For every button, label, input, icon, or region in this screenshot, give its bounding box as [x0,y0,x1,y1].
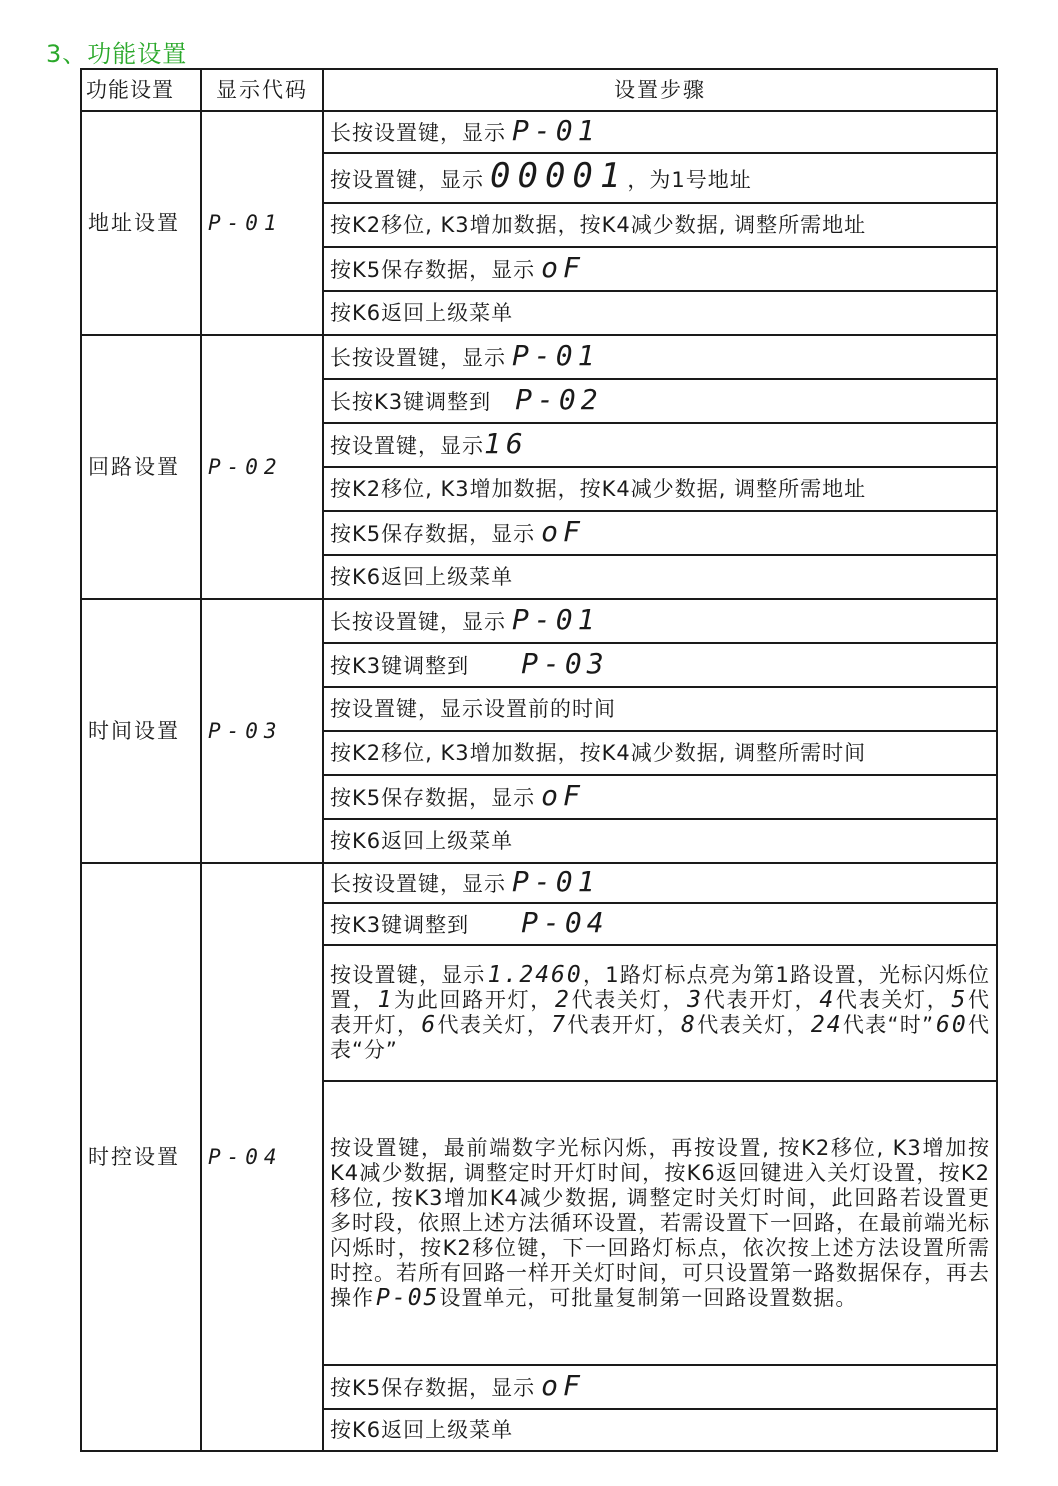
step-text: 按K5保存数据，显示 [330,258,536,282]
step-text: 按设置键，最前端数字光标闪烁，再按设置, 按K2移位, K3增加按K4减少数据, 调整定时开灯时间，按K6返回键进入关灯设置，按K2移位, 按K3增加K4减少数据, 调整定时关灯时间，此回路若设置更多时段，依照上述方法循环设置，若需设置下一回路，在最前端光标闪烁时，按K2移位键，下一回路灯标点，依次按上述方法设置所需时控。若所有回路一样开关灯时间，可只设置第一路数据保存，再去操作 [330,1135,990,1310]
function-name: 回路设置 [81,335,201,599]
step-text: 按设置键，显示 [330,963,486,987]
segment-display: oF [541,515,585,548]
segment-display: 1.2460 [487,962,583,988]
step-text: 长按设置键，显示 [330,610,506,634]
segment-display: 2 [555,987,571,1013]
step-text: 代表开灯， [703,988,818,1012]
step-text: 长按设置键，显示 [330,121,506,145]
step-cell [323,903,997,945]
step-text: 长按设置键，显示 [330,346,506,370]
step-text: 按设置键，显示 [330,434,484,458]
step-text: ，为1号地址 [627,168,752,192]
table-row [81,599,997,643]
step-text: 代表开灯， [330,988,991,1037]
step-text: 代表开灯， [567,1013,680,1037]
segment-display: P-01 [512,865,600,898]
segment-display: 60 [935,1012,968,1038]
step-cell [323,1365,997,1409]
segment-display: 5 [951,987,968,1013]
segment-display: oF [541,779,585,812]
step-cell: 按K2移位, K3增加数据，按K4减少数据, 调整所需时间 [323,731,997,775]
display-code: P-04 [201,863,323,1451]
step-text: 代表关灯， [696,1013,809,1037]
step-cell [323,423,997,467]
step-cell [323,379,997,423]
step-cell: 按K6返回上级菜单 [323,1409,997,1451]
step-cell [323,599,997,643]
step-text: 代表关灯， [570,988,686,1012]
step-text: 长按设置键，显示 [330,872,506,896]
step-text: 按设置键，显示 [330,168,484,192]
header-steps: 设置步骤 [323,69,997,111]
step-text: 按K5保存数据，显示 [330,522,536,546]
step-cell [323,335,997,379]
segment-display: 16 [484,427,528,460]
step-cell [323,153,997,203]
header-code: 显示代码 [201,69,323,111]
header-function: 功能设置 [81,69,201,111]
display-code: P-02 [201,335,323,599]
segment-display: 4 [819,987,836,1013]
segment-display: 6 [421,1012,438,1038]
segment-display: P-01 [512,339,600,372]
step-text: 代表“时” [842,1013,934,1037]
segment-display: 00001 [490,156,628,196]
step-cell: 按K2移位, K3增加数据，按K4减少数据, 调整所需地址 [323,203,997,247]
step-cell [323,775,997,819]
step-text: 按K3键调整到 [330,913,470,937]
table-row [81,863,997,903]
display-code: P-01 [201,111,323,335]
step-text: 设置单元，可批量复制第一回路设置数据。 [439,1285,858,1310]
segment-display: 7 [551,1012,568,1038]
step-cell: 按K6返回上级菜单 [323,819,997,863]
segment-display: oF [541,1369,585,1402]
segment-display: 8 [681,1012,697,1038]
segment-display: P-05 [376,1284,440,1311]
step-text: 为此回路开灯， [393,988,554,1012]
step-cell: 按设置键，显示设置前的时间 [323,687,997,731]
step-text: 代表关灯， [437,1013,550,1037]
segment-display: 1 [377,987,394,1013]
step-cell [323,247,997,291]
function-settings-table [80,68,998,1452]
segment-display: 24 [810,1012,843,1038]
step-cell [323,863,997,903]
function-name: 时控设置 [81,863,201,1451]
table-header-row [81,69,997,111]
segment-display: 3 [687,987,704,1013]
function-name: 地址设置 [81,111,201,335]
section-heading: 3、功能设置 [46,40,188,68]
step-cell: 按K2移位, K3增加数据，按K4减少数据, 调整所需地址 [323,467,997,511]
step-text: 按K5保存数据，显示 [330,1376,536,1400]
step-text: 按K3键调整到 [330,654,470,678]
step-cell [323,511,997,555]
segment-display: P-02 [515,383,603,416]
step-text: 代表关灯， [835,988,950,1012]
function-name: 时间设置 [81,599,201,863]
step-text: 按K5保存数据，显示 [330,786,536,810]
step-cell [323,111,997,153]
segment-display: oF [541,251,585,284]
segment-display: P-04 [521,906,609,939]
segment-display: P-01 [512,603,600,636]
step-cell: 按K6返回上级菜单 [323,555,997,599]
step-cell: 按K6返回上级菜单 [323,291,997,335]
segment-display: P-03 [521,647,609,680]
display-code: P-03 [201,599,323,863]
step-text: ，1路灯标点亮为第1路设置，光标闪烁位置， [330,963,990,1012]
segment-display: P-01 [512,114,600,147]
step-cell [323,1081,997,1365]
step-text: 长按K3键调整到 [330,390,492,414]
step-cell [323,945,997,1081]
step-text: 代表“分” [330,1013,991,1062]
table-row [81,335,997,379]
step-cell [323,643,997,687]
table-row [81,111,997,153]
